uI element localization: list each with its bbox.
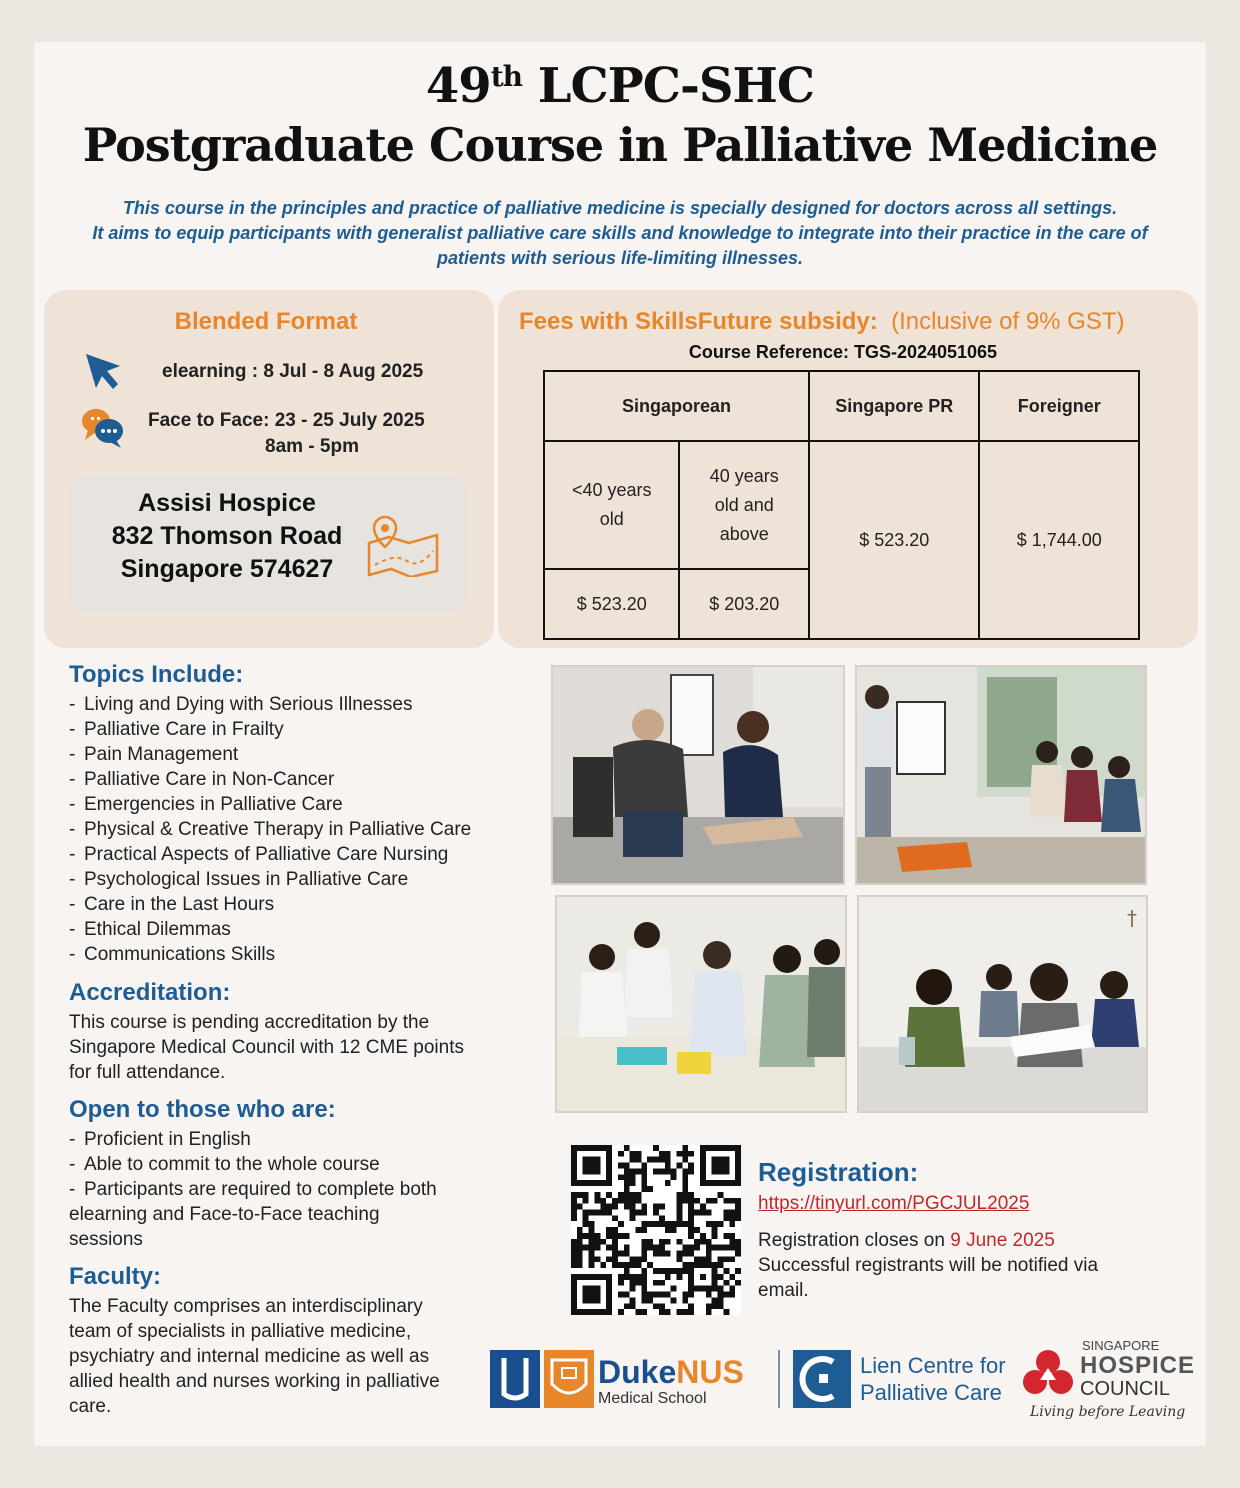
topic-item: - Practical Aspects of Palliative Care Nursing <box>69 844 449 865</box>
topic-item: - Living and Dying with Serious Illnesses <box>69 694 413 715</box>
venue-box <box>69 475 467 613</box>
svg-text:†: † <box>1127 906 1137 930</box>
venue-street: 832 Thomson Road <box>111 522 343 550</box>
fees-40-above-value: $ 203.20 <box>679 569 809 639</box>
eligibility-heading: Open to those who are: <box>69 1096 336 1123</box>
face-to-face-time: 8am - 5pm <box>265 436 359 457</box>
eligibility-list: - Proficient in English - Able to commit to the whole course - Participants are required to complete both elearning and Face-to-Face teaching sessions <box>69 1129 437 1250</box>
fees-pr-value: $ 523.20 <box>809 441 979 639</box>
topic-item: - Ethical Dilemmas <box>69 919 231 940</box>
fees-foreigner-value: $ 1,744.00 <box>979 441 1139 639</box>
faculty-heading: Faculty: <box>69 1263 162 1290</box>
fees-heading: Fees with SkillsFuture subsidy: (Inclusive of 9% GST) <box>519 308 1125 335</box>
registration-heading: Registration: <box>758 1157 919 1187</box>
registration-deadline: 9 June 2025 <box>950 1230 1055 1251</box>
course-reference: Course Reference: TGS-2024051065 <box>688 342 998 362</box>
logo-divider <box>778 1350 780 1408</box>
course-title: 49th LCPC-SHC <box>425 58 815 114</box>
topic-item: - Palliative Care in Non-Cancer <box>69 769 335 790</box>
duke-nus-logo: DukeNUS Medical School <box>490 1350 755 1408</box>
fees-header-foreigner: Foreigner <box>979 371 1139 441</box>
fees-header-singaporean: Singaporean <box>544 371 809 441</box>
topic-item: - Care in the Last Hours <box>69 894 275 915</box>
accreditation-text: This course is pending accreditation by the Singapore Medical Council with 12 CME points for full attendance. <box>69 1012 464 1083</box>
accreditation-heading: Accreditation: <box>69 979 231 1006</box>
list-item: - Proficient in English <box>69 1129 251 1150</box>
map-location-icon <box>365 513 443 577</box>
face-to-face-dates: Face to Face: 23 - 25 July 2025 <box>148 410 425 431</box>
fees-sub-under-40: <40 years old <box>544 441 679 569</box>
topic-item: - Emergencies in Palliative Care <box>69 794 343 815</box>
topics-list <box>69 692 471 967</box>
elearning-dates: elearning : 8 Jul - 8 Aug 2025 <box>162 361 424 382</box>
format-heading: Blended Format <box>174 308 358 335</box>
lien-centre-logo: Lien Centre for Palliative Care <box>793 1350 1013 1408</box>
photo-group-study <box>857 895 1148 1113</box>
fees-table <box>543 370 1140 640</box>
list-item: - Able to commit to the whole course <box>69 1154 380 1175</box>
registration-details: Registration closes on 9 June 2025 Successful registrants will be notified via email. <box>758 1230 1099 1301</box>
fees-sub-40-above: 40 years old and above <box>679 441 809 569</box>
topic-item: - Communications Skills <box>69 944 276 965</box>
topic-item: - Palliative Care in Frailty <box>69 719 284 740</box>
venue-name: Assisi Hospice <box>138 489 316 517</box>
course-intro: This course in the principles and practice of palliative medicine is specially designed for doctors across all settings. It aims to equip participants with generalist palliative care skills and knowledge to integrate into their practice in the care of patients with serious life-limiting illnesses. <box>92 198 1148 268</box>
topic-item: - Pain Management <box>69 744 239 765</box>
fees-header-pr: Singapore PR <box>809 371 979 441</box>
faculty-text: The Faculty comprises an interdisciplinary team of specialists in palliative medicine, psychiatry and internal medicine as well as allied health and nurses working in palliative care. <box>69 1296 440 1417</box>
registration-link[interactable]: https://tinyurl.com/PGCJUL2025 <box>758 1193 1030 1214</box>
list-item: - Participants are required to complete both <box>69 1179 437 1200</box>
fees-under-40-value: $ 523.20 <box>544 569 679 639</box>
singapore-hospice-council-logo: SINGAPORE HOSPICE COUNCIL Living before Leaving <box>1020 1338 1190 1422</box>
chat-icon <box>80 404 126 450</box>
course-subtitle: Postgraduate Course in Palliative Medicine <box>82 118 1158 172</box>
photo-whiteboard <box>855 665 1147 885</box>
topic-item: - Psychological Issues in Palliative Care <box>69 869 409 890</box>
photo-discussion <box>551 665 845 885</box>
topics-heading: Topics Include: <box>69 661 244 688</box>
registration-qr-code[interactable] <box>571 1145 741 1315</box>
topic-item: - Physical & Creative Therapy in Palliative Care <box>69 819 472 840</box>
venue-postcode: Singapore 574627 <box>120 555 334 583</box>
cursor-icon <box>82 350 126 394</box>
photo-nursing-demo <box>555 895 847 1113</box>
